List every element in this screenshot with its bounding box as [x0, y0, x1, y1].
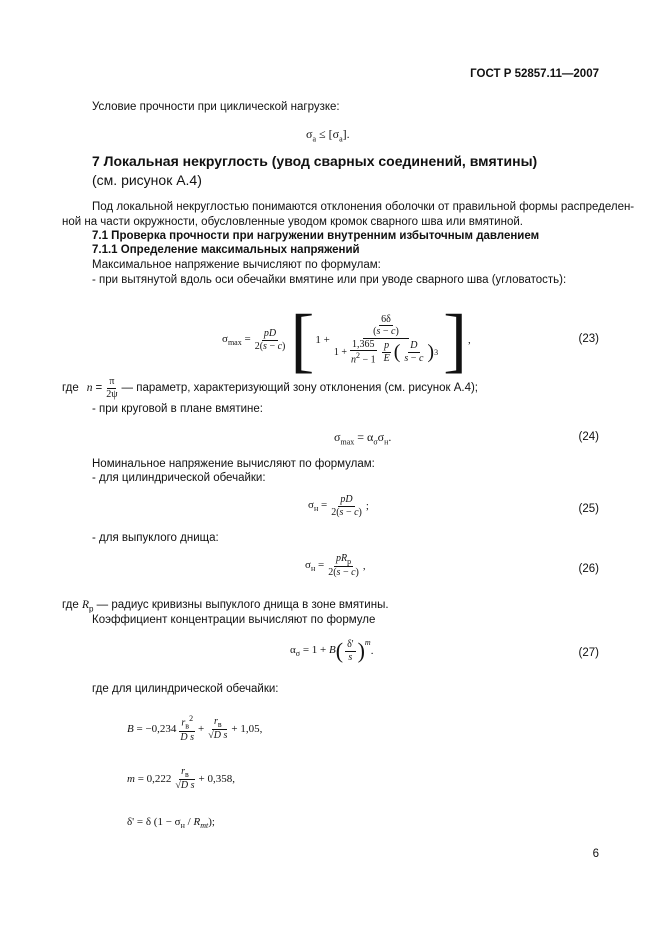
formula-delta-prime: δ' = δ $(1 - \sigma_н / R_{mt})$;: [127, 816, 215, 831]
equation-number-25: (25): [578, 503, 599, 515]
where-label: где: [62, 382, 79, 394]
equation-number-26: (26): [578, 563, 599, 575]
paragraph-line-1: Под локальной некруглостью понимаются отклонения оболочки от правильной формы распределен-: [92, 201, 635, 213]
paragraph-line-2: ной на части окружности, обусловленные уводом кромок сварного шва или вмятиной.: [62, 216, 523, 228]
equation-23: $\sigma_{max}$ = $\frac{pD}{2(s - c)}$ [ 1 + $\frac{6\delta}{(s - c)}$ 1 + $\frac{1,365}{n^2 - 1}$ $\frac{p}{E}$ ( $\frac{D}{s - c}$ ) 3 ] ,: [222, 300, 471, 380]
equation-24: $\sigma_{max} = \alpha_\sigma\sigma_н$.: [334, 430, 392, 447]
cyclic-condition-formula: $\sigma_a \le [\sigma_a]$.: [306, 127, 350, 144]
rp-definition: где $R_p$ — радиус кривизны выпуклого днища в зоне вмятины.: [62, 599, 389, 614]
document-id: ГОСТ Р 52857.11—2007: [470, 68, 599, 80]
elongated-dent-text: - при вытянутой вдоль оси обечайки вмятине или при уводе сварного шва (угловатость):: [92, 274, 567, 286]
convex-head-text: - для выпуклого днища:: [92, 532, 219, 544]
formula-b: B = −0,234 $\frac{r_в^2}{\text{D s}}$ + $\frac{r_в}{\text{√D s}}$ + 1,05,: [127, 714, 263, 743]
section-7-title: 7 Локальная некруглость (увод сварных соединений, вмятины): [92, 153, 538, 169]
equation-number-24: (24): [578, 431, 599, 443]
equation-number-23: (23): [578, 333, 599, 345]
where-n-description: — параметр, характеризующий зону отклонения (см. рисунок А.4);: [121, 382, 478, 394]
section-7-1-title: 7.1 Проверка прочности при нагружении внутренним избыточным давлением: [92, 230, 540, 242]
max-stress-text: Максимальное напряжение вычисляют по формулам:: [92, 259, 381, 271]
equation-27: $\alpha_\sigma = 1 + B$ ( $\frac{\delta'}{s}$ ) $^m$ .: [290, 638, 374, 663]
equation-number-27: (27): [578, 647, 599, 659]
equation-26: $\sigma_н$ = $\frac{pR_p}{2(s - c)}$ ,: [305, 553, 366, 579]
cylindrical-shell-text: - для цилиндрической обечайки:: [92, 472, 266, 484]
concentration-coef-text: Коэффициент концентрации вычисляют по формуле: [92, 614, 376, 626]
formula-m: m = 0,222 $\frac{r_в}{\text{√D s}}$ + 0,358,: [127, 766, 236, 792]
page-number: 6: [592, 848, 599, 860]
section-7-subtitle: (см. рисунок А.4): [92, 172, 202, 188]
where-n-line: где n = $\frac{\pi}{2\psi}$ — параметр, характеризующий зону отклонения (см. рисунок А.4);: [62, 376, 478, 400]
cyclic-condition-text: Условие прочности при циклической нагрузке:: [92, 101, 340, 113]
equation-25: $\sigma_н$ = $\frac{pD}{2(s - c)}$ ;: [308, 494, 369, 518]
section-7-1-1-title: 7.1.1 Определение максимальных напряжений: [92, 244, 360, 256]
circular-dent-text: - при круговой в плане вмятине:: [92, 403, 263, 415]
nominal-stress-text: Номинальное напряжение вычисляют по формулам:: [92, 458, 375, 470]
rp-definition-text: — радиус кривизны выпуклого днища в зоне вмятины.: [96, 599, 389, 611]
where-cylindrical-text: где для цилиндрической обечайки:: [92, 683, 279, 695]
